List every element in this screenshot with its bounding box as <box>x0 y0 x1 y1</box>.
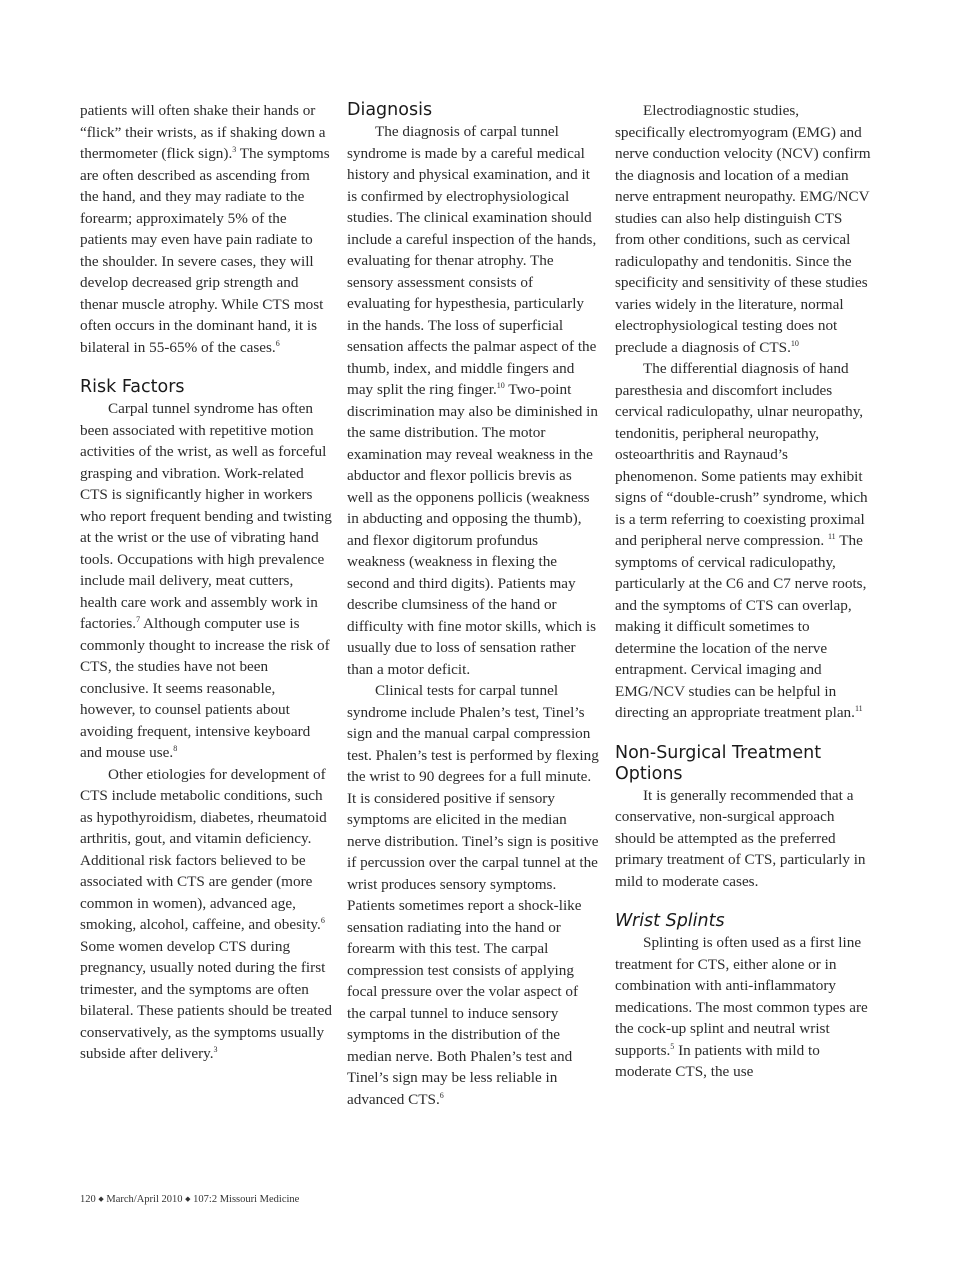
column-2 <box>347 100 599 1110</box>
paragraph: Clinical tests for carpal tunnel syndrome include Phalen’s test, Tinel’s sign and the manual carpal compression test. Phalen’s test is performed by flexing the wrist to 90 degrees for a full minute. It is considered positive if sensory symptoms are elicited in the median nerve distribution. Tinel’s sign is positive if percussion over the carpal tunnel at the wrist produces sensory symptoms. Patients sometimes report a shock-like sensation radiating into the hand or forearm with this test. The carpal compression test consists of applying focal pressure over the volar aspect of the carpal tunnel to induce sensory symptoms in the distribution of the median nerve. Both Phalen’s test and Tinel’s sign may be less reliable in advanced CTS.$^6$ <box>347 682 599 1108</box>
citation: 6 <box>275 338 280 348</box>
citation: 5 <box>670 1041 675 1051</box>
journal-name: 107:2 Missouri Medicine <box>193 1194 300 1205</box>
citation: 7 <box>136 615 141 624</box>
citation: 6 <box>439 1090 444 1100</box>
paragraph: Electrodiagnostic studies, specifically electromyogram (EMG) and nerve conduction velocity (NCV) confirm the diagnosis and location of a median nerve entrapment neuropathy. EMG/NCV studies can also help distinguish CTS from other conditions, such as cervical radiculopathy and tendonitis. Since the specificity and sensitivity of these studies varies widely in the literature, normal electrophysiological testing does not preclude a diagnosis of CTS.$^{10}$ <box>615 102 871 356</box>
paragraph: patients will often shake their hands or “flick” their wrists, as if shaking down a thermometer (flick sign).$^3$ The symptoms are often described as ascending from the hand, and they may radiate to the forearm; approximately 5% of the patients may even have pain radiate to the shoulder. In severe cases, they will develop decreased grip strength and thenar muscle atrophy. While CTS most often occurs in the dominant hand, it is bilateral in 55-65% of the cases.$^6$ <box>80 102 330 356</box>
page-number: 120 <box>80 1194 96 1205</box>
citation: 10 <box>496 381 505 390</box>
section-heading-risk-factors: Risk Factors <box>80 377 185 397</box>
paragraph: Splinting is often used as a first line treatment for CTS, either alone or in combination with anti-inflammatory medications. The most common types are the cock-up splint and neutral wrist supports.$^5$ In patients with mild to moderate CTS, the use <box>615 934 868 1080</box>
section-heading-wrist-splints: Wrist Splints <box>615 911 725 931</box>
citation: 10 <box>790 338 799 348</box>
paragraph: Other etiologies for development of CTS include metabolic conditions, such as hypothyroidism, diabetes, rheumatoid arthritis, gout, and vitamin deficiency. Additional risk factors believed to be associated with CTS are gender (more common in women), advanced age, smoking, alcohol, caffeine, and obesity.$^6$ Some women develop CTS during pregnancy, usually noted during the first trimester, and the symptoms are often bilateral. These patients should be treated conservatively, as the symptoms usually subside after delivery.$^3$ <box>80 765 332 1062</box>
diamond-separator-icon: ◆ <box>185 1195 191 1203</box>
citation: 11 <box>854 704 863 713</box>
column-1 <box>80 100 332 1065</box>
paragraph: It is generally recommended that a conservative, non-surgical approach should be attempted as the preferred primary treatment of CTS, particularly in mild to moderate cases. <box>615 786 866 890</box>
section-heading-non-surgical-treatment: Non-Surgical Treatment Options <box>615 742 822 784</box>
citation: 3 <box>232 145 237 154</box>
citation: 6 <box>320 916 325 925</box>
section-heading-diagnosis: Diagnosis <box>347 100 433 120</box>
page-footer <box>80 1194 299 1205</box>
column-3 <box>615 100 871 1083</box>
diamond-separator-icon: ◆ <box>98 1195 104 1203</box>
issue-date: March/April 2010 <box>106 1194 183 1205</box>
citation: 11 <box>827 532 836 541</box>
citation: 3 <box>213 1045 218 1054</box>
citation: 8 <box>173 744 178 753</box>
paragraph: The differential diagnosis of hand paresthesia and discomfort includes cervical radiculopathy, ulnar neuropathy, tendonitis, peripheral neuropathy, osteoarthritis and Raynaud’s phenomenon. Some patients may exhibit signs of “double-crush” syndrome, which is a term referring to coexisting proximal and peripheral nerve compression. $^{11}$ The symptoms of cervical radiculopathy, particularly at the C6 and C7 nerve roots, and the symptoms of CTS can overlap, making it difficult sometimes to determine the location of the nerve entrapment. Cervical imaging and EMG/NCV studies can be helpful in directing an appropriate treatment plan.$^{11}$ <box>615 360 868 721</box>
paragraph: The diagnosis of carpal tunnel syndrome is made by a careful medical history and physical examination, and it is confirmed by electrophysiological studies. The clinical examination should include a careful inspection of the hands, evaluating for thenar atrophy. The sensory assessment consists of evaluating for hypesthesia, particularly in the hands. The loss of superficial sensation affects the palmar aspect of the thumb, index, and middle fingers and may split the ring finger.$^{10}$ Two-point discrimination may also be diminished in the same distribution. The motor examination may reveal weakness in the abductor and flexor pollicis brevis as well as the opponens pollicis (weakness in abducting and opposing the thumb), and flexor digitorum profundus weakness (weakness in flexing the second and third digits). Patients may describe clumsiness of the hand or difficulty with fine motor skills, which is usually due to loss of sensation rather than a motor deficit. <box>347 123 598 678</box>
paragraph: Carpal tunnel syndrome has often been associated with repetitive motion activities of the wrist, as well as forceful grasping and vibration. Work-related CTS is significantly higher in workers who report frequent bending and twisting at the wrist or the use of vibrating hand tools. Occupations with high prevalence include mail delivery, meat cutters, health care work and assembly work in factories.$^7$ Although computer use is commonly thought to increase the risk of CTS, the studies have not been conclusive. It seems reasonable, however, to counsel patients about avoiding frequent, intensive keyboard and mouse use.$^8$ <box>80 400 332 761</box>
